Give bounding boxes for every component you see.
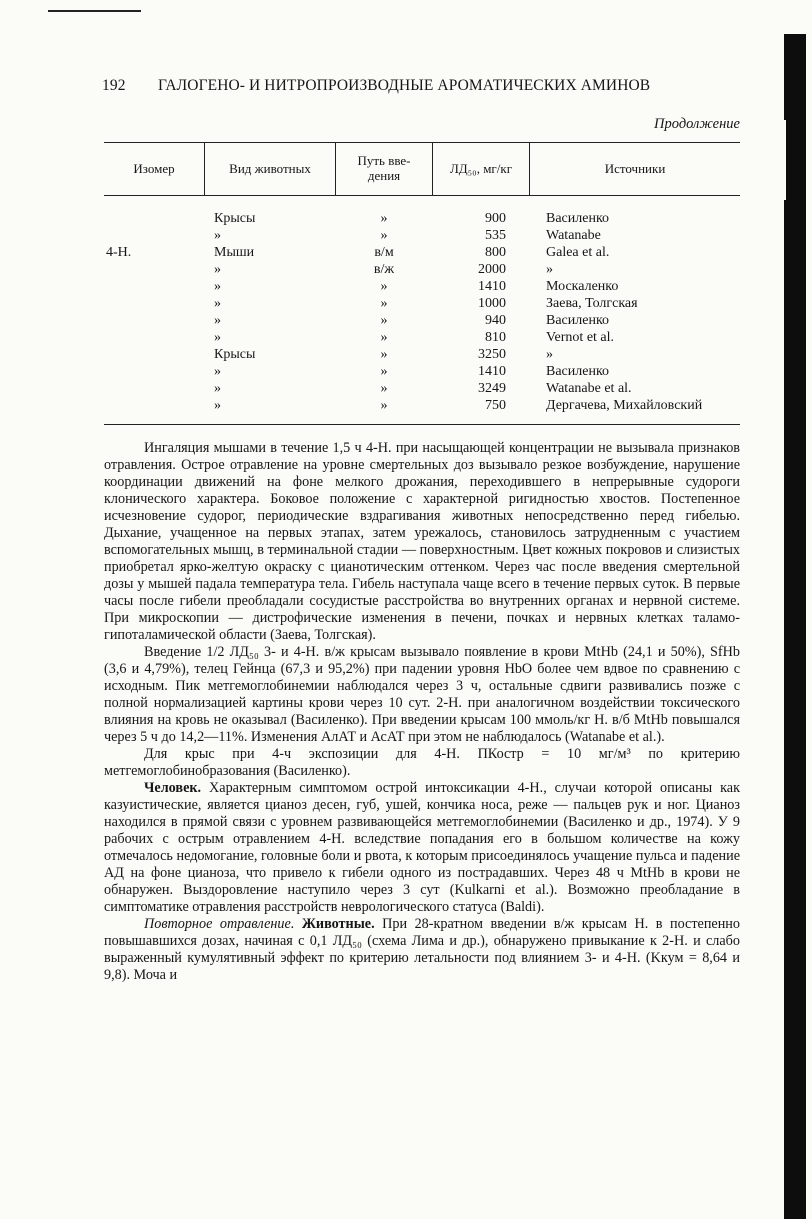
ld50-table [104, 142, 740, 425]
cell-species: » [214, 279, 221, 294]
table-bottom-rule [104, 424, 740, 425]
table-row [104, 261, 740, 278]
table-row [104, 312, 740, 329]
cell-source: Дергачева, Михайловский [546, 398, 703, 413]
cell-route: » [380, 347, 388, 362]
section-lead-animals: Животные. [294, 916, 375, 932]
table-row [104, 295, 740, 312]
cell-route: в/ж [373, 262, 395, 277]
cell-source: Watanabe [546, 228, 601, 243]
cell-source: Vernot et al. [546, 330, 615, 345]
cell-source: Москаленко [546, 279, 619, 294]
cell-ld50: 1410 [478, 364, 506, 379]
col-header-isomer: Изомер [133, 160, 175, 176]
cell-route: » [380, 228, 388, 243]
cell-species: » [214, 398, 221, 413]
cell-source: Galea et al. [546, 245, 610, 260]
cell-ld50: 3250 [478, 347, 506, 362]
paragraph-introduction: Введение 1/2 ЛД₅₀ 3- и 4-Н. в/ж крысам вызывало появление в крови MtHb (24,1 и 50%), SfHb (3,6 и 4,79%), телец Гейнца (67,3 и 95,2%) при падении уровня HbO более чем вдвое по сравнению с исходным. Пик метгемоглобинемии наблюдался через 3 ч, остальные сдвиги развивались позже с полной нормализацией картины крови через 10 сут. 2-Н. при аналогичном воздействии токсического влияния на кровь не оказывал (Василенко). При введении крысам 100 ммоль/кг Н. в/б MtHb повышался через 5 ч до 14,2—11%. Изменения АлАТ и АсАТ при этом не наблюдалось (Watanabe et al.). [104, 644, 740, 745]
body-text [104, 440, 740, 984]
cell-ld50: 750 [485, 398, 506, 413]
cell-isomer: 4-Н. [106, 245, 132, 260]
cell-route: » [380, 330, 388, 345]
cell-species: » [214, 262, 221, 277]
cell-route: » [380, 381, 388, 396]
cell-species: » [214, 381, 221, 396]
cell-species: » [214, 296, 221, 311]
section-lead-human: Человек. [144, 780, 202, 796]
col-header-sources: Источники [604, 160, 666, 176]
cell-source: » [546, 347, 553, 362]
scan-edge-mark [48, 10, 141, 12]
cell-species: » [214, 364, 221, 379]
cell-route: » [380, 211, 388, 226]
cell-ld50: 940 [485, 313, 506, 328]
cell-species: » [214, 330, 221, 345]
cell-ld50: 535 [485, 228, 506, 243]
cell-route: в/м [374, 245, 394, 260]
cell-source: Василенко [546, 313, 610, 328]
page-number: 192 [102, 77, 126, 94]
cell-source: Василенко [546, 364, 610, 379]
paragraph-inhalation: Ингаляция мышами в течение 1,5 ч 4-Н. при насыщающей концентрации не вызывала признаков отравления. Острое отравление на уровне смертельных доз вызывало резкое возбуждение, нарушение координации движений на фоне мелкого дрожания, переходившего в непрерывные судороги клонического характера. Боковое положение с характерной ригидностью хвостов. Постепенное исчезновение судорог, периодические вздрагивания животных непосредственно перед гибелью. Дыхание, учащенное на первых этапах, затем урежалось, становилось затрудненным с участием вспомогательных мышц, в терминальной стадии — поверхностным. Цвет кожных покровов и слизистых приобретал ярко-желтую окраску с цианотическим оттенком. Через час после введения смертельной дозы у мышей падала температура тела. Гибель наступала чаще всего в течение первых суток. В первые часы после гибели преобладали сосудистые расстройства во внутренних органах и нервной системе. При микроскопии — дистрофические изменения в печени, почках и нервных клетках таламо-гипоталамической области (Заева, Толгская). [104, 440, 740, 643]
scan-shadow-edge [784, 34, 806, 1219]
cell-source: Василенко [546, 211, 610, 226]
continued-label: Продолжение [654, 116, 740, 132]
cell-route: » [380, 313, 388, 328]
table-row [104, 227, 740, 244]
cell-ld50: 900 [485, 211, 506, 226]
table-row [104, 329, 740, 346]
cell-species: Крысы [214, 347, 256, 362]
section-title-repeated: Повторное отравление. [144, 916, 295, 932]
scan-shadow-gap [778, 120, 786, 200]
table-row [104, 380, 740, 397]
cell-ld50: 2000 [478, 262, 506, 277]
cell-route: » [380, 279, 388, 294]
paragraph-repeated-text: При 28-кратном введении в/ж крысам Н. в постепенно повышавшихся дозах, начиная с 0,1 ЛД₅₀ (схема Лима и др.), обнаружено привыкание к 2-Н. и слабо выраженный кумулятивный эффект по критерию летальности под влиянием 3- и 4-Н. (Kкум = 8,64 и 9,8). Моча и [104, 916, 740, 983]
cell-source: Watanabe et al. [546, 381, 632, 396]
paragraph-human-text: Характерным симптомом острой интоксикации 4-Н., случаи которой описаны как казуистические, является цианоз десен, губ, ушей, кончика носа, реже — пальцев рук и ног. Цианоз находился в прямой связи с уровнем развивающейся метгемоглобинемии (Василенко и др., 1974). У 9 рабочих с острым отравлением 4-Н. вследствие попадания его в большом количестве на кожу отмечалось недомогание, головные боли и рвота, к которым присоединялось учащение пульса и падение АД на фоне цианоза, что привело к гибели одного из пострадавших. Через 48 ч MtHb в крови не обнаружен. Выздоровление наступило через 3 сут (Kulkarni et al.). Возможно преобладание в симптоматике отравления расстройств неврологического статуса (Baldi). [104, 780, 740, 915]
table-row [104, 363, 740, 380]
cell-ld50: 3249 [478, 381, 506, 396]
col-header-route: Путь вве- дения [357, 153, 411, 183]
cell-ld50: 1410 [478, 279, 506, 294]
paragraph-human [104, 780, 740, 916]
cell-ld50: 810 [485, 330, 506, 345]
paragraph-repeated [104, 916, 740, 984]
table-row [104, 210, 740, 227]
cell-species: Крысы [214, 211, 256, 226]
table-row [104, 244, 740, 261]
cell-species: Мыши [214, 245, 255, 260]
paragraph-threshold: Для крыс при 4-ч экспозиции для 4-Н. ПКостр = 10 мг/м³ по критерию метгемоглобинобразования (Василенко). [104, 746, 740, 779]
running-header [102, 77, 742, 95]
table-row [104, 346, 740, 363]
cell-route: » [380, 398, 388, 413]
cell-species: » [214, 228, 221, 243]
cell-ld50: 1000 [478, 296, 506, 311]
cell-route: » [380, 364, 388, 379]
cell-ld50: 800 [485, 245, 506, 260]
col-header-species: Вид животных [229, 160, 311, 176]
table-header [104, 143, 740, 195]
cell-source: » [546, 262, 553, 277]
cell-species: » [214, 313, 221, 328]
cell-source: Заева, Толгская [546, 296, 638, 311]
col-header-ld50: ЛД₅₀, мг/кг [449, 160, 513, 176]
table-row [104, 278, 740, 295]
table-body [104, 196, 740, 424]
table-row [104, 397, 740, 414]
cell-route: » [380, 296, 388, 311]
running-title: ГАЛОГЕНО- И НИТРОПРОИЗВОДНЫЕ АРОМАТИЧЕСКИХ АМИНОВ [158, 77, 651, 94]
